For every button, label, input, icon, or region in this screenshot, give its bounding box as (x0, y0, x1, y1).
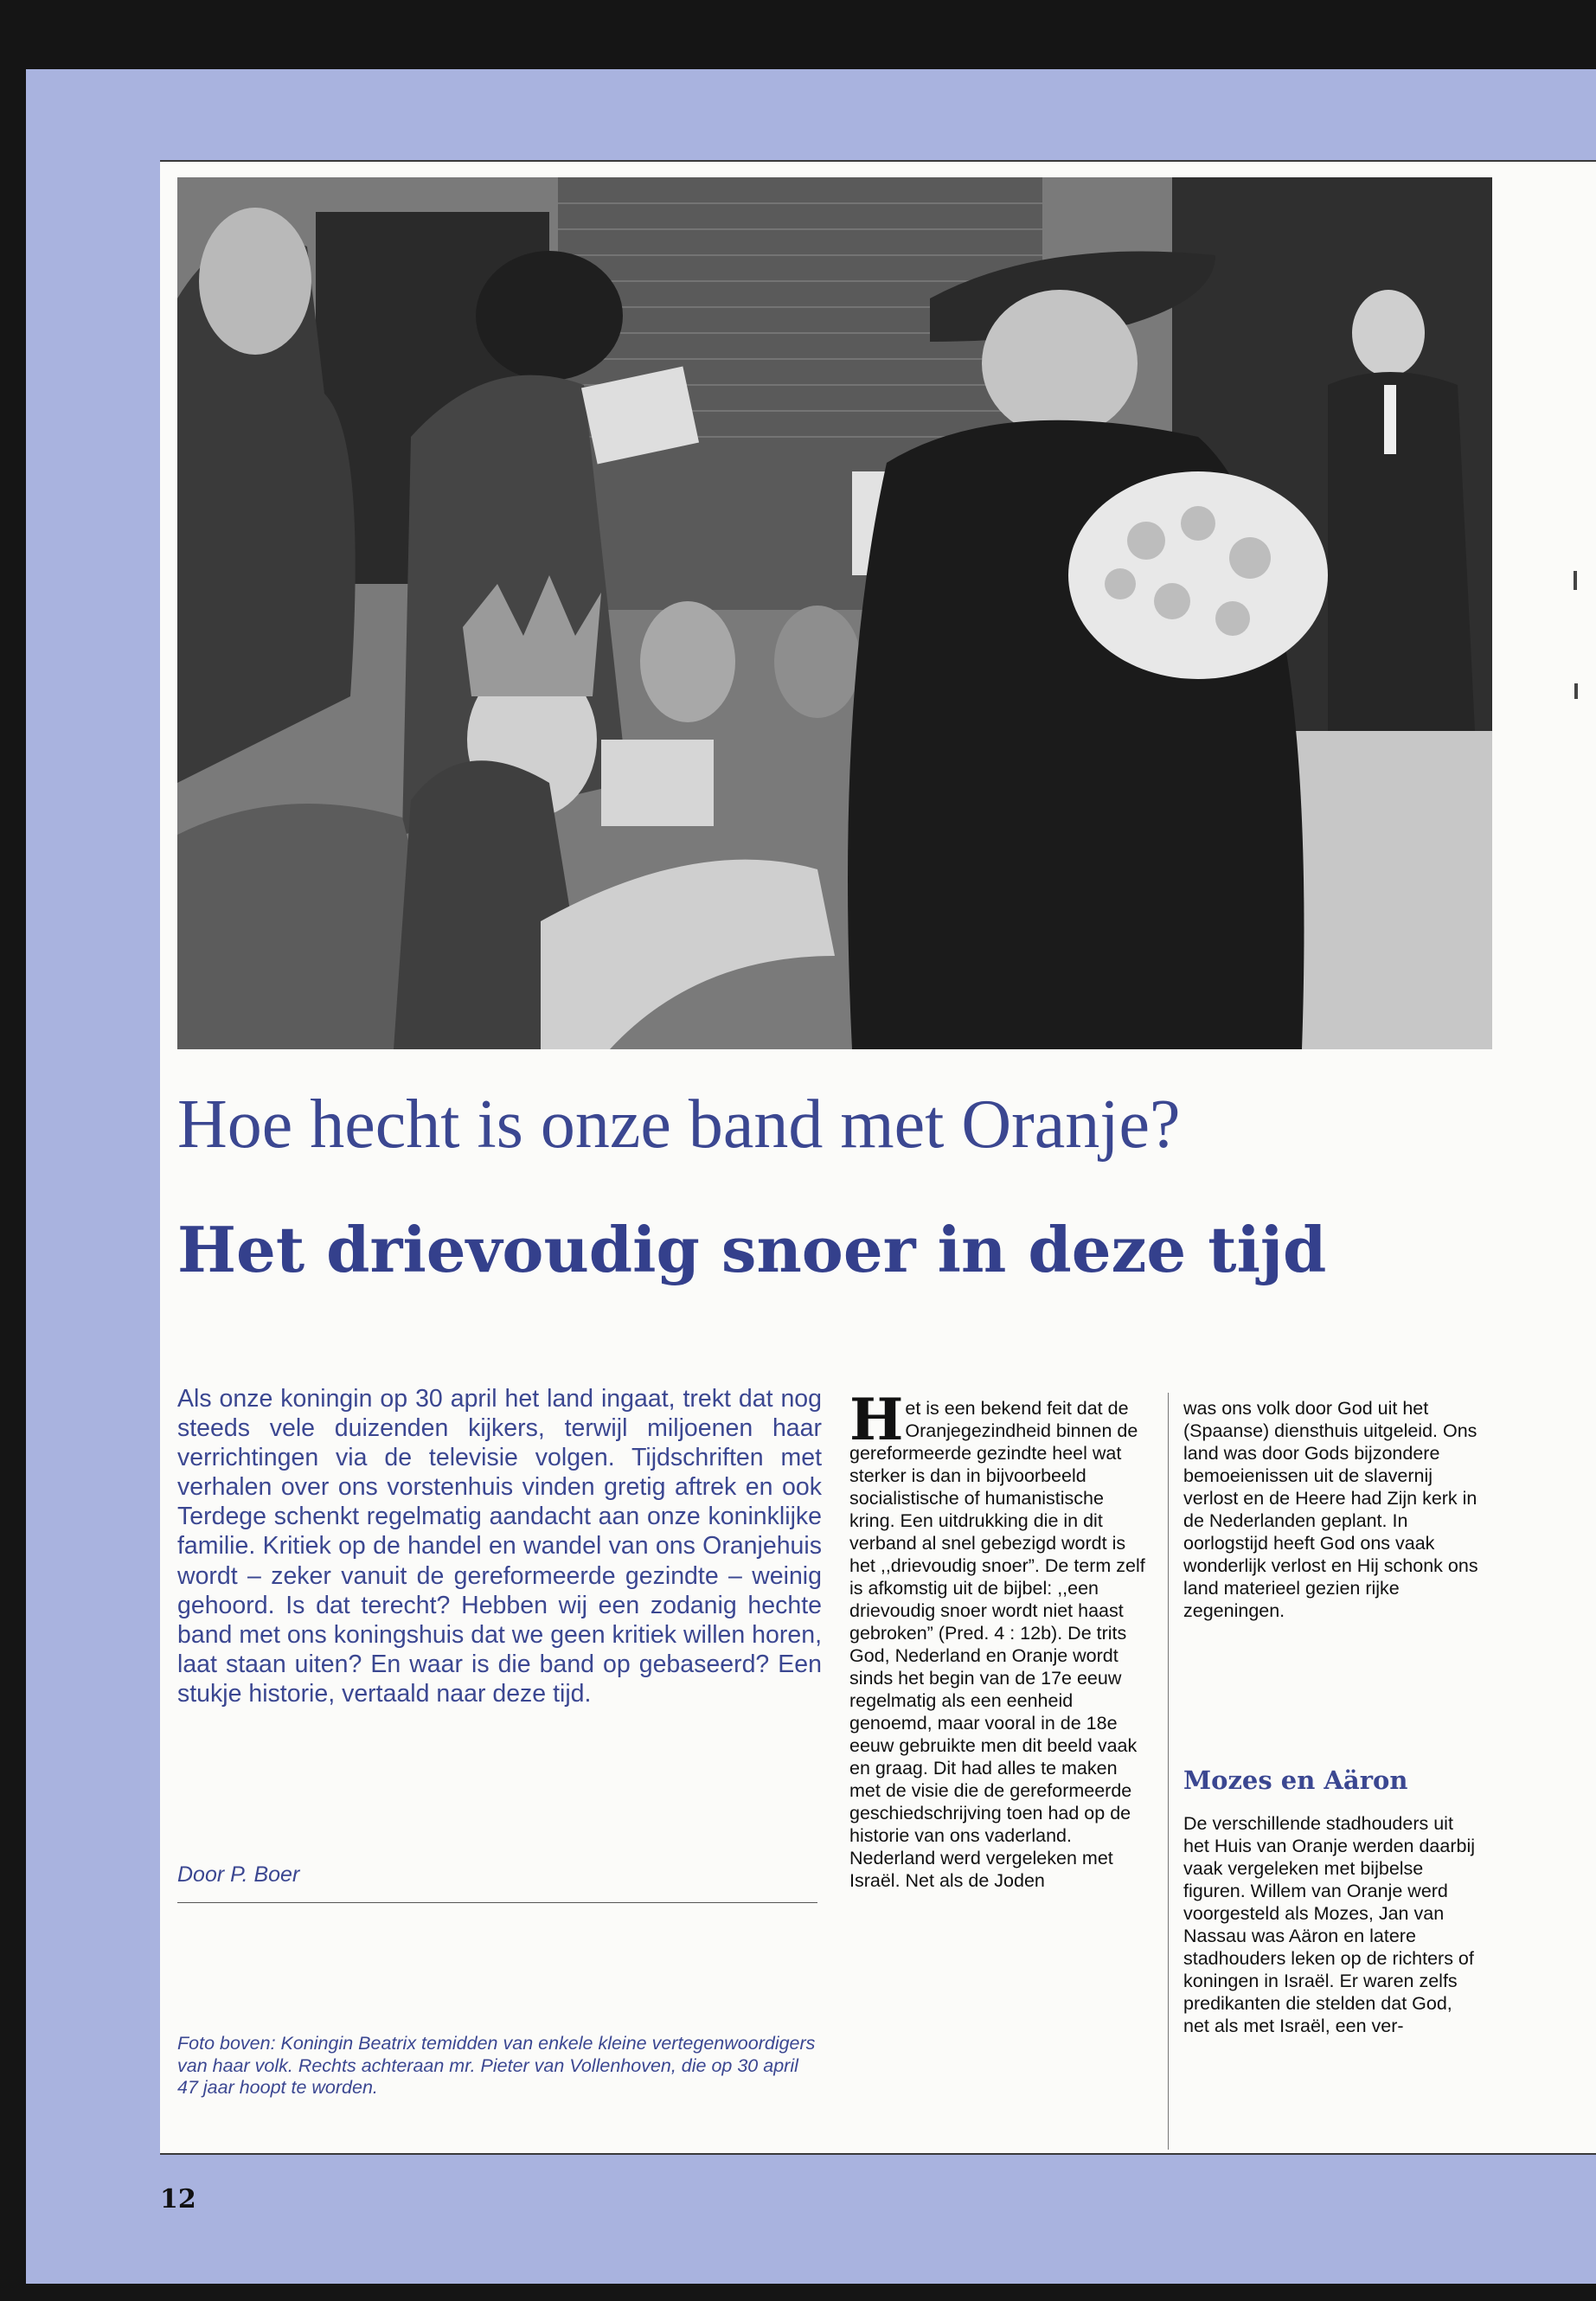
article-title: Hoe hecht is onze band met Oranje? (177, 1086, 1181, 1163)
body-column-2-text: was ons volk door God uit het (Spaanse) diensthuis uitgeleid. Ons land was door Gods bijzondere bemoeienissen uit de slavernij verlost en de Heere had Zijn kerk in de Nederlanden geplant. In oorlogstijd heeft God ons vaak wonderlijk verlost en Hij schonk ons land materieel gezien rijke zegeningen. (1183, 1398, 1478, 1621)
left-scan-border (0, 0, 26, 2301)
drop-cap: H (849, 1386, 904, 1453)
byline-divider (177, 1902, 817, 1903)
body-column-2-continued: De verschillende stadhouders uit het Huis van Oranje werden daarbij vaak vergeleken met bijbelse figuren. Willem van Oranje werd voorgesteld als Mozes, Jan van Nassau was Aäron en latere stadhouders leken op de richters of koningen in Israël. Er waren zelfs predikanten die stelden dat God, net als met Israël, een ver- (1183, 1813, 1476, 2036)
article-byline: Door P. Boer (177, 1862, 300, 1887)
article-subtitle: Het drievoudig snoer in deze tijd (177, 1213, 1327, 1286)
article-intro: Als onze koningin op 30 april het land ingaat, trekt dat nog steeds vele duizenden kijkers, terwijl miljoenen haar verrichtingen via de televisie volgen. Tijdschriften met verhalen over ons vorstenhuis vinden gretig aftrek en ook Terdege schenkt regelmatig aandacht aan onze koninklijke familie. Kritiek op de handel en wandel van ons Oranjehuis wordt – zeker vanuit de gereformeerde gezindte – weinig gehoord. Is dat terecht? Hebben wij een zodanig hechte band met ons koningshuis dat we geen kritiek willen horen, laat staan uiten? En waar is die band op gebaseerd? Een stukje historie, vertaald naar deze tijd. (177, 1385, 822, 1708)
article-photo (177, 177, 1492, 1049)
bottom-scan-border (0, 2284, 1596, 2301)
section-heading: Mozes en Aäron (1183, 1766, 1408, 1795)
photo-caption: Foto boven: Koningin Beatrix temidden van enkele kleine vertegenwoordigers van haar volk. Rechts achteraan mr. Pieter van Vollenhoven, die op 30 april 47 jaar hoopt te worden. (177, 2033, 816, 2099)
scan-edge-marks (1570, 571, 1582, 709)
body-column-1 (849, 1386, 1152, 1892)
body-column-1-text: et is een bekend feit dat de Oranjegezindheid binnen de gereformeerde gezindte heel wat sterker is dan in bijvoorbeeld socialistische of humanistische kring. Een uitdrukking die in dit verband al snel gebezigd wordt is het ,,drievoudig snoer”. De term zelf is afkomstig uit de bijbel: ,,een drievoudig snoer wordt niet haast gebroken” (Pred. 4 : 12b). De trits God, Nederland en Oranje wordt sinds het begin van de 17e eeuw regelmatig als een eenheid genoemd, maar vooral in de 18e eeuw gebruikte men dit beeld vaak en graag. Dit had alles te maken met de visie die de gereformeerde geschiedschrijving toen had op de historie van ons vaderland. Nederland werd vergeleken met Israël. Net als de Joden (849, 1398, 1145, 1891)
top-scan-border (0, 0, 1596, 69)
page-number: 12 (160, 2184, 196, 2214)
column-divider (1168, 1393, 1169, 2150)
